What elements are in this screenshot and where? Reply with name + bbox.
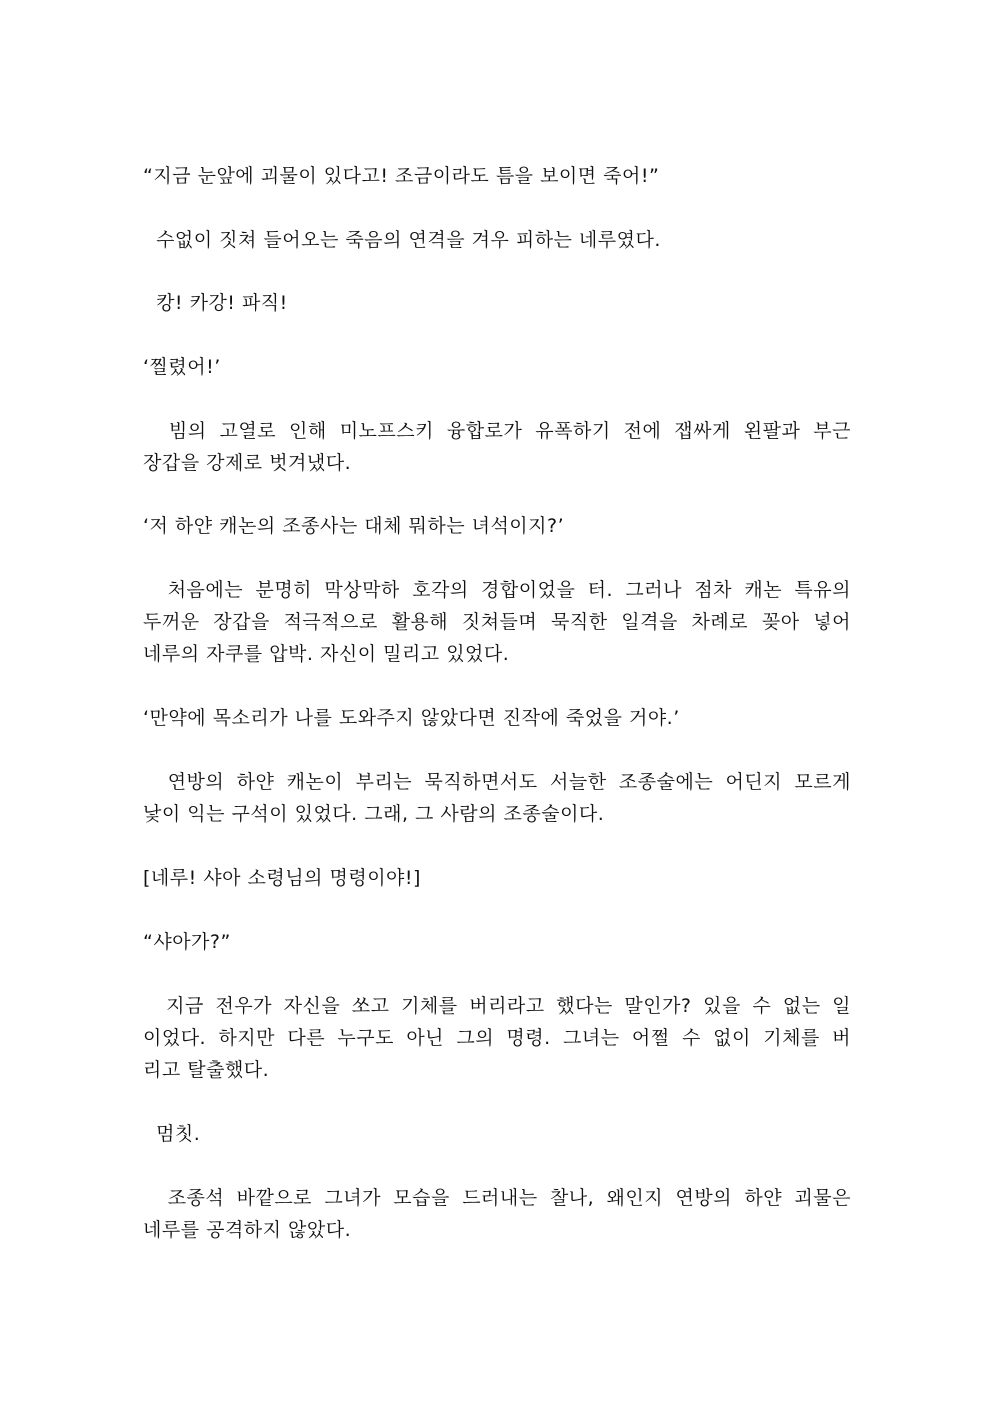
- paragraph-line: 낯이 익는 구석이 있었다. 그래, 그 사람의 조종술이다.: [143, 803, 605, 825]
- paragraph-line: 조종석 바깥으로 그녀가 모습을 드러내는 찰나, 왜인지 연방의 하얀 괴물은: [143, 1187, 851, 1209]
- paragraph-8: [143, 702, 851, 734]
- paragraph-line: 리고 탈출했다.: [143, 1059, 270, 1081]
- paragraph-1: [143, 160, 851, 192]
- paragraph-line: ‘만약에 목소리가 나를 도와주지 않았다면 진작에 죽었을 거야.’: [143, 707, 680, 729]
- paragraph-line: [네루! 샤아 소령님의 명령이야!]: [143, 867, 421, 889]
- paragraph-14: [143, 1182, 851, 1246]
- paragraph-4: [143, 351, 851, 383]
- paragraph-line: 멈칫.: [143, 1123, 201, 1145]
- paragraph-12: [143, 990, 851, 1086]
- paragraph-line: ‘저 하얀 캐논의 조종사는 대체 뭐하는 녀석이지?’: [143, 515, 565, 537]
- paragraph-line: 처음에는 분명히 막상막하 호각의 경합이었을 터. 그러나 점차 캐논 특유의: [143, 579, 851, 601]
- paragraph-line: 캉! 카강! 파직!: [143, 292, 288, 314]
- paragraph-line: “지금 눈앞에 괴물이 있다고! 조금이라도 틈을 보이면 죽어!”: [143, 165, 660, 187]
- paragraph-line: 연방의 하얀 캐논이 부리는 묵직하면서도 서늘한 조종술에는 어딘지 모르게: [143, 771, 851, 793]
- paragraph-3: [143, 287, 851, 319]
- paragraph-line: 장갑을 강제로 벗겨냈다.: [143, 452, 352, 474]
- paragraph-5: [143, 415, 851, 479]
- paragraph-9: [143, 766, 851, 830]
- paragraph-line: ‘찔렸어!’: [143, 356, 221, 378]
- paragraph-line: 두꺼운 장갑을 적극적으로 활용해 짓쳐들며 묵직한 일격을 차례로 꽂아 넣어: [143, 611, 851, 633]
- paragraph-line: 지금 전우가 자신을 쏘고 기체를 버리라고 했다는 말인가? 있을 수 없는 일: [143, 995, 851, 1017]
- paragraph-6: [143, 510, 851, 542]
- paragraph-11: [143, 926, 851, 958]
- paragraph-line: 빔의 고열로 인해 미노프스키 융합로가 유폭하기 전에 잽싸게 왼팔과 부근: [143, 420, 851, 442]
- paragraph-2: [143, 224, 851, 256]
- paragraph-10: [143, 862, 851, 894]
- paragraph-line: 수없이 짓쳐 들어오는 죽음의 연격을 겨우 피하는 네루였다.: [143, 229, 661, 251]
- paragraph-line: 네루를 공격하지 않았다.: [143, 1219, 352, 1241]
- paragraph-line: 이었다. 하지만 다른 누구도 아닌 그의 명령. 그녀는 어쩔 수 없이 기체를 버: [143, 1027, 851, 1049]
- paragraph-line: “샤아가?”: [143, 931, 231, 953]
- paragraph-13: [143, 1118, 851, 1150]
- paragraph-7: [143, 574, 851, 670]
- paragraph-line: 네루의 자쿠를 압박. 자신이 밀리고 있었다.: [143, 643, 510, 665]
